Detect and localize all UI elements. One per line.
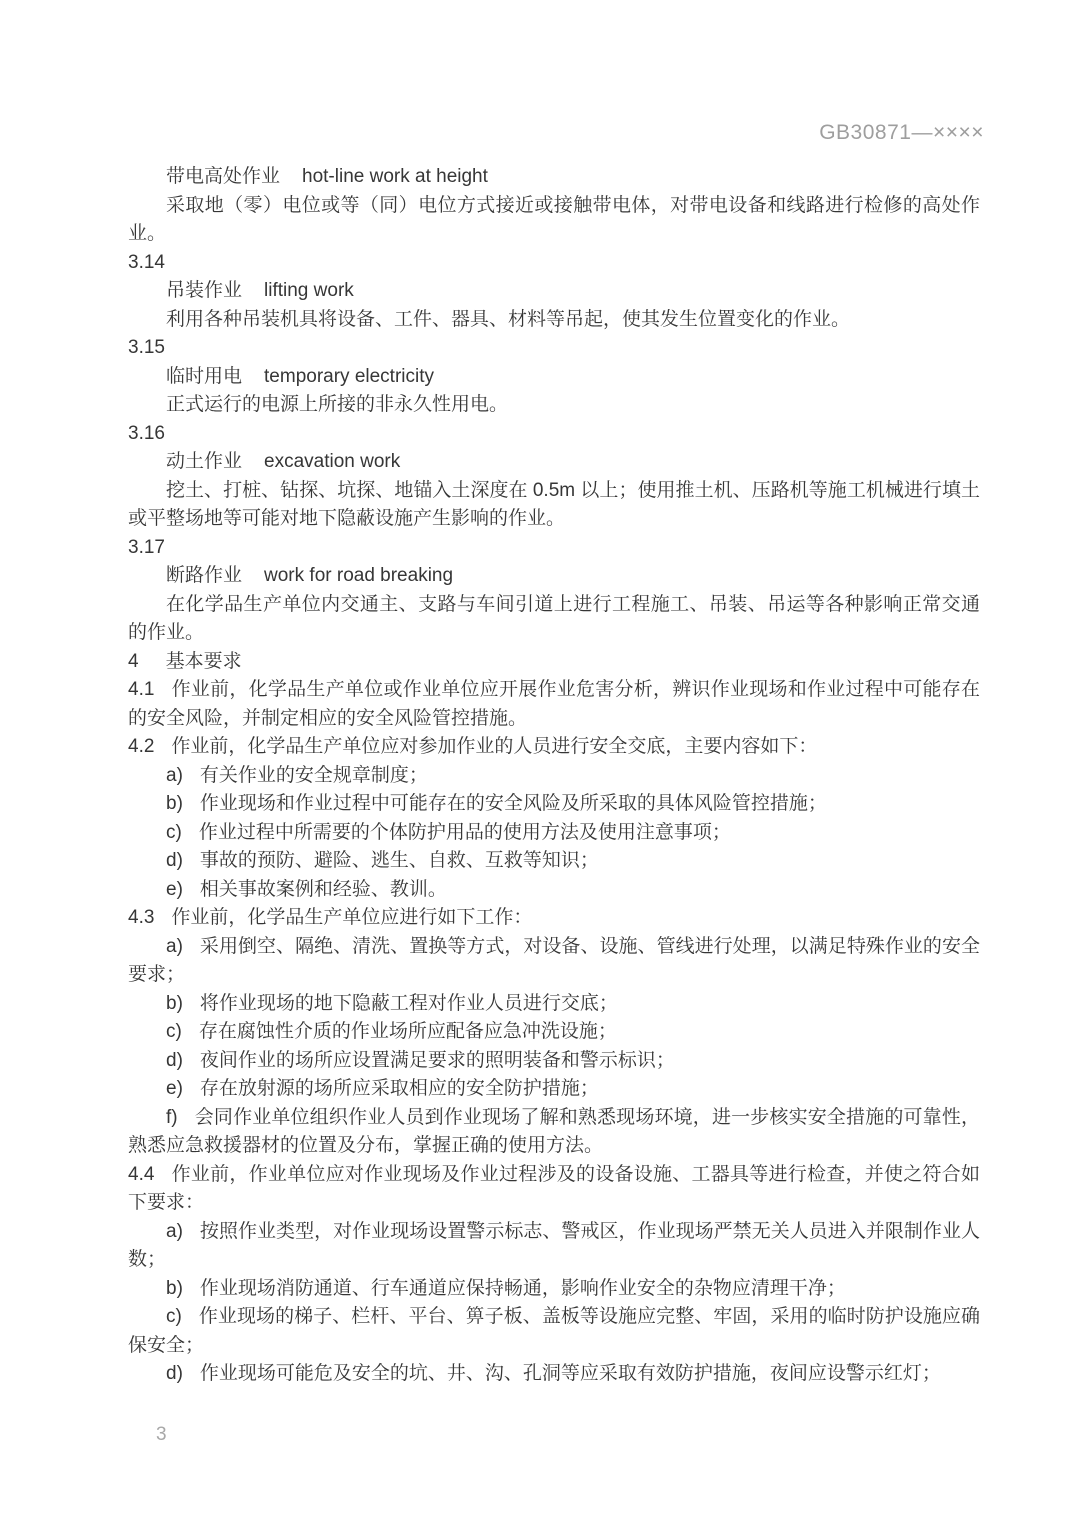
- list-item-c: [128, 1303, 980, 1360]
- item-label: b): [166, 992, 183, 1014]
- definition-text: 正式运行的电源上所接的非永久性用电。: [166, 394, 509, 415]
- definition-text: 采取地（零）电位或等（同）电位方式接近或接触带电体，对带电设备和线路进行检修的高处作业。: [128, 194, 980, 244]
- item-label: a): [166, 764, 183, 786]
- item-text: 有关作业的安全规章制度；: [199, 764, 428, 786]
- item-text: 作业现场和作业过程中可能存在的安全风险及所采取的具体风险管控措施；: [199, 793, 827, 814]
- section-number: 4: [128, 650, 139, 672]
- item-text: 存在放射源的场所应采取相应的安全防护措施；: [199, 1078, 599, 1099]
- term-en: hot-line work at height: [302, 166, 488, 187]
- clause-number: 4.2: [128, 736, 155, 757]
- clause-number: 4.4: [128, 1163, 155, 1185]
- clause-text: 作业前，化学品生产单位或作业单位应开展作业危害分析，辨识作业现场和作业过程中可能存在的安全风险，并制定相应的安全风险管控措施。: [128, 679, 980, 729]
- list-item-b: [128, 790, 980, 819]
- clause-number: 4.1: [128, 679, 155, 700]
- definition-block-3-17: [128, 534, 980, 648]
- item-label: e): [166, 878, 183, 900]
- clause-number: 4.3: [128, 907, 155, 928]
- term-zh: 临时用电: [166, 365, 243, 387]
- document-body: [128, 163, 980, 1389]
- term-line: [128, 363, 980, 392]
- clause-number: 3.16: [128, 422, 165, 444]
- clause-number: 3.17: [128, 536, 165, 558]
- item-text: 作业过程中所需要的个体防护用品的使用方法及使用注意事项；: [198, 821, 731, 843]
- list-item-e: [128, 876, 980, 905]
- item-label: c): [166, 1021, 182, 1042]
- list-item-b: [128, 1275, 980, 1304]
- term-zh: 吊装作业: [166, 280, 243, 301]
- term-line: [128, 562, 980, 591]
- section-heading: [128, 648, 980, 677]
- list-item-b: [128, 990, 980, 1019]
- clause-block-4-2: [128, 733, 980, 904]
- item-label: c): [166, 821, 182, 843]
- list-item-a: [128, 933, 980, 990]
- list-item-d: [128, 847, 980, 876]
- clause-paragraph: [128, 1161, 980, 1218]
- item-text: 作业现场的梯子、栏杆、平台、箅子板、盖板等设施应完整、牢固，采用的临时防护设施应确保安全；: [128, 1306, 980, 1356]
- item-text: 存在腐蚀性介质的作业场所应配备应急冲洗设施；: [198, 1021, 617, 1042]
- clause-paragraph: [128, 676, 980, 733]
- term-line: [128, 448, 980, 477]
- section-title: 基本要求: [165, 650, 242, 672]
- definition-block-3-16: [128, 420, 980, 534]
- item-text: 作业现场消防通道、行车通道应保持畅通，影响作业安全的杂物应清理干净；: [199, 1277, 846, 1299]
- list-item-d: [128, 1360, 980, 1389]
- definition-block-3-14: [128, 249, 980, 335]
- item-text: 将作业现场的地下隐蔽工程对作业人员进行交底；: [199, 992, 618, 1014]
- term-line: [128, 163, 980, 192]
- clause-text: 作业前，化学品生产单位应对参加作业的人员进行安全交底，主要内容如下：: [171, 736, 818, 757]
- item-text: 夜间作业的场所应设置满足要求的照明装备和警示标识；: [199, 1049, 675, 1071]
- item-text: 作业现场可能危及安全的坑、井、沟、孔洞等应采取有效防护措施，夜间应设警示红灯；: [199, 1363, 941, 1384]
- clause-text: 作业前，化学品生产单位应进行如下工作：: [171, 907, 533, 928]
- item-text: 按照作业类型，对作业现场设置警示标志、警戒区，作业现场严禁无关人员进入并限制作业人数；: [128, 1220, 980, 1270]
- item-text: 会同作业单位组织作业人员到作业现场了解和熟悉现场环境，进一步核实安全措施的可靠性，熟悉应急救援器材的位置及分布，掌握正确的使用方法。: [128, 1106, 980, 1156]
- list-item-c: [128, 1018, 980, 1047]
- item-label: b): [166, 793, 183, 814]
- item-text: 事故的预防、避险、逃生、自救、互救等知识；: [199, 850, 599, 871]
- item-label: d): [166, 1363, 183, 1384]
- list-item-e: [128, 1075, 980, 1104]
- item-label: c): [166, 1306, 182, 1327]
- clause-paragraph: [128, 904, 980, 933]
- item-label: d): [166, 1049, 183, 1071]
- item-label: d): [166, 850, 183, 871]
- term-en: work for road breaking: [264, 565, 454, 586]
- clause-number: 3.15: [128, 337, 165, 358]
- page-number: 3: [156, 1424, 167, 1445]
- clause-paragraph: [128, 733, 980, 762]
- item-label: a): [166, 935, 183, 957]
- item-label: a): [166, 1220, 183, 1242]
- item-label: b): [166, 1277, 183, 1299]
- clause-block-4-3: [128, 904, 980, 1161]
- list-item-f: [128, 1104, 980, 1161]
- item-label: e): [166, 1078, 183, 1099]
- term-en: temporary electricity: [264, 365, 435, 387]
- list-item-a: [128, 762, 980, 791]
- term-line: [128, 277, 980, 306]
- standard-code-header: GB30871—××××: [819, 121, 984, 144]
- item-text: 采用倒空、隔绝、清洗、置换等方式，对设备、设施、管线进行处理，以满足特殊作业的安全要求；: [128, 935, 980, 985]
- list-item-c: [128, 819, 980, 848]
- definition-text: 挖土、打桩、钻探、坑探、地锚入土深度在 0.5m 以上；使用推土机、压路机等施工机械进行填土或平整场地等可能对地下隐蔽设施产生影响的作业。: [128, 479, 980, 529]
- term-en: excavation work: [264, 451, 401, 472]
- definition-block-hotline-work: [128, 163, 980, 249]
- list-item-a: [128, 1218, 980, 1275]
- list-item-d: [128, 1047, 980, 1076]
- definition-text: 利用各种吊装机具将设备、工件、器具、材料等吊起，使其发生位置变化的作业。: [166, 308, 851, 330]
- term-zh: 带电高处作业: [166, 166, 281, 187]
- item-text: 相关事故案例和经验、教训。: [199, 878, 447, 900]
- clause-text: 作业前，作业单位应对作业现场及作业过程涉及的设备设施、工器具等进行检查，并使之符合如下要求：: [128, 1163, 980, 1213]
- term-zh: 断路作业: [166, 565, 243, 586]
- term-zh: 动土作业: [166, 451, 243, 472]
- definition-text: 在化学品生产单位内交通主、支路与车间引道上进行工程施工、吊装、吊运等各种影响正常交通的作业。: [128, 593, 980, 643]
- clause-block-4-4: [128, 1161, 980, 1389]
- definition-block-3-15: [128, 334, 980, 420]
- clause-number: 3.14: [128, 251, 165, 273]
- term-en: lifting work: [264, 280, 354, 301]
- item-label: f): [166, 1106, 178, 1128]
- clause-block-4-1: [128, 676, 980, 733]
